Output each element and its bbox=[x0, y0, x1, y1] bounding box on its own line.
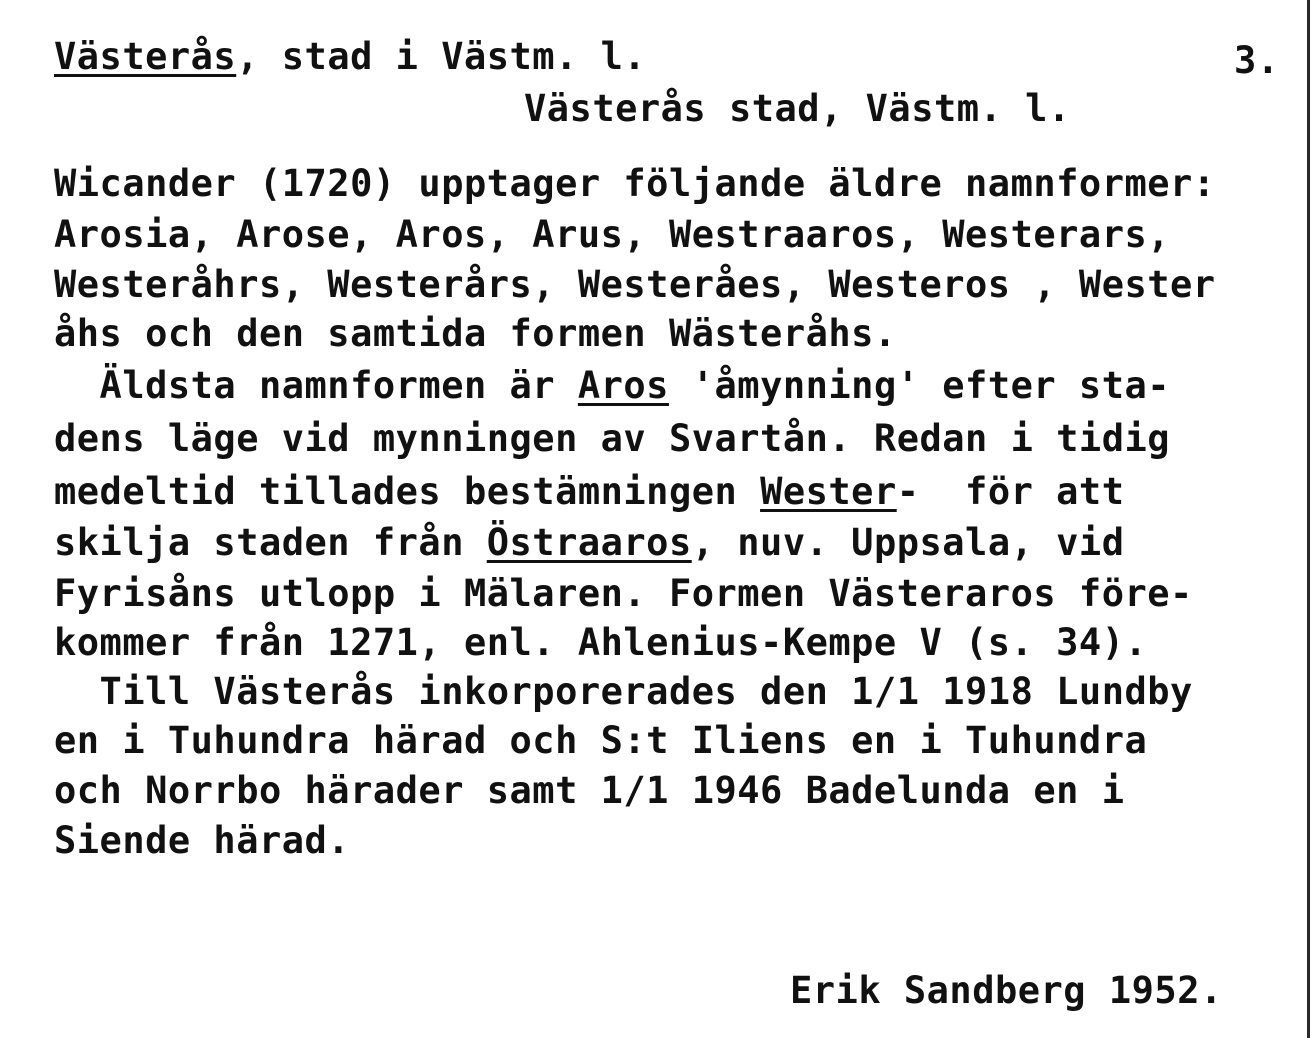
place-description: , stad i Västm. l. bbox=[236, 35, 647, 78]
text-line: åhs och den samtida formen Wästeråhs. bbox=[54, 312, 897, 355]
text-line: en i Tuhundra härad och S:t Iliens en i Tuhundra bbox=[54, 719, 1148, 762]
underlined-name-aros: Aros bbox=[577, 364, 669, 407]
text-line: Till Västerås inkorporerades den 1/1 1918 Lundby bbox=[54, 670, 1193, 713]
text-line: Westeråhrs, Westerårs, Westeråes, Westeros , Wester bbox=[54, 263, 1216, 306]
text-line: kommer från 1271, enl. Ahlenius-Kempe V (s. 34). bbox=[54, 621, 1148, 664]
text-segment: medeltid tillades bestämningen bbox=[54, 470, 761, 513]
text-segment: - för att bbox=[896, 470, 1125, 513]
text-line: Wicander (1720) upptager följande äldre namnformer: bbox=[54, 162, 1216, 205]
underlined-name-wester: Wester bbox=[760, 470, 897, 513]
text-line: Fyrisåns utlopp i Mälaren. Formen Västeraros före- bbox=[54, 572, 1193, 615]
card-heading bbox=[54, 35, 647, 78]
underlined-name-ostraaros: Östraaros bbox=[486, 521, 692, 564]
text-line bbox=[54, 470, 1125, 513]
text-line: Siende härad. bbox=[54, 819, 351, 862]
text-segment: skilja staden från bbox=[54, 521, 487, 564]
text-segment: , nuv. Uppsala, vid bbox=[691, 521, 1125, 564]
signature: Erik Sandberg 1952. bbox=[790, 969, 1223, 1012]
text-line: dens läge vid mynningen av Svartån. Redan i tidig bbox=[54, 417, 1171, 460]
text-segment: 'åmynning' efter sta- bbox=[668, 364, 1171, 407]
text-line bbox=[54, 364, 1171, 407]
card-subtitle: Västerås stad, Västm. l. bbox=[524, 87, 1071, 130]
place-name: Västerås bbox=[54, 35, 237, 78]
text-line: och Norrbo härader samt 1/1 1946 Badelunda en i bbox=[54, 769, 1125, 812]
text-segment: Äldsta namnformen är bbox=[54, 364, 578, 407]
card-edge bbox=[1307, 0, 1310, 1038]
card-number: 3. bbox=[1234, 39, 1280, 82]
text-line: Arosia, Arose, Aros, Arus, Westraaros, Westerars, bbox=[54, 213, 1171, 256]
text-line bbox=[54, 521, 1125, 564]
